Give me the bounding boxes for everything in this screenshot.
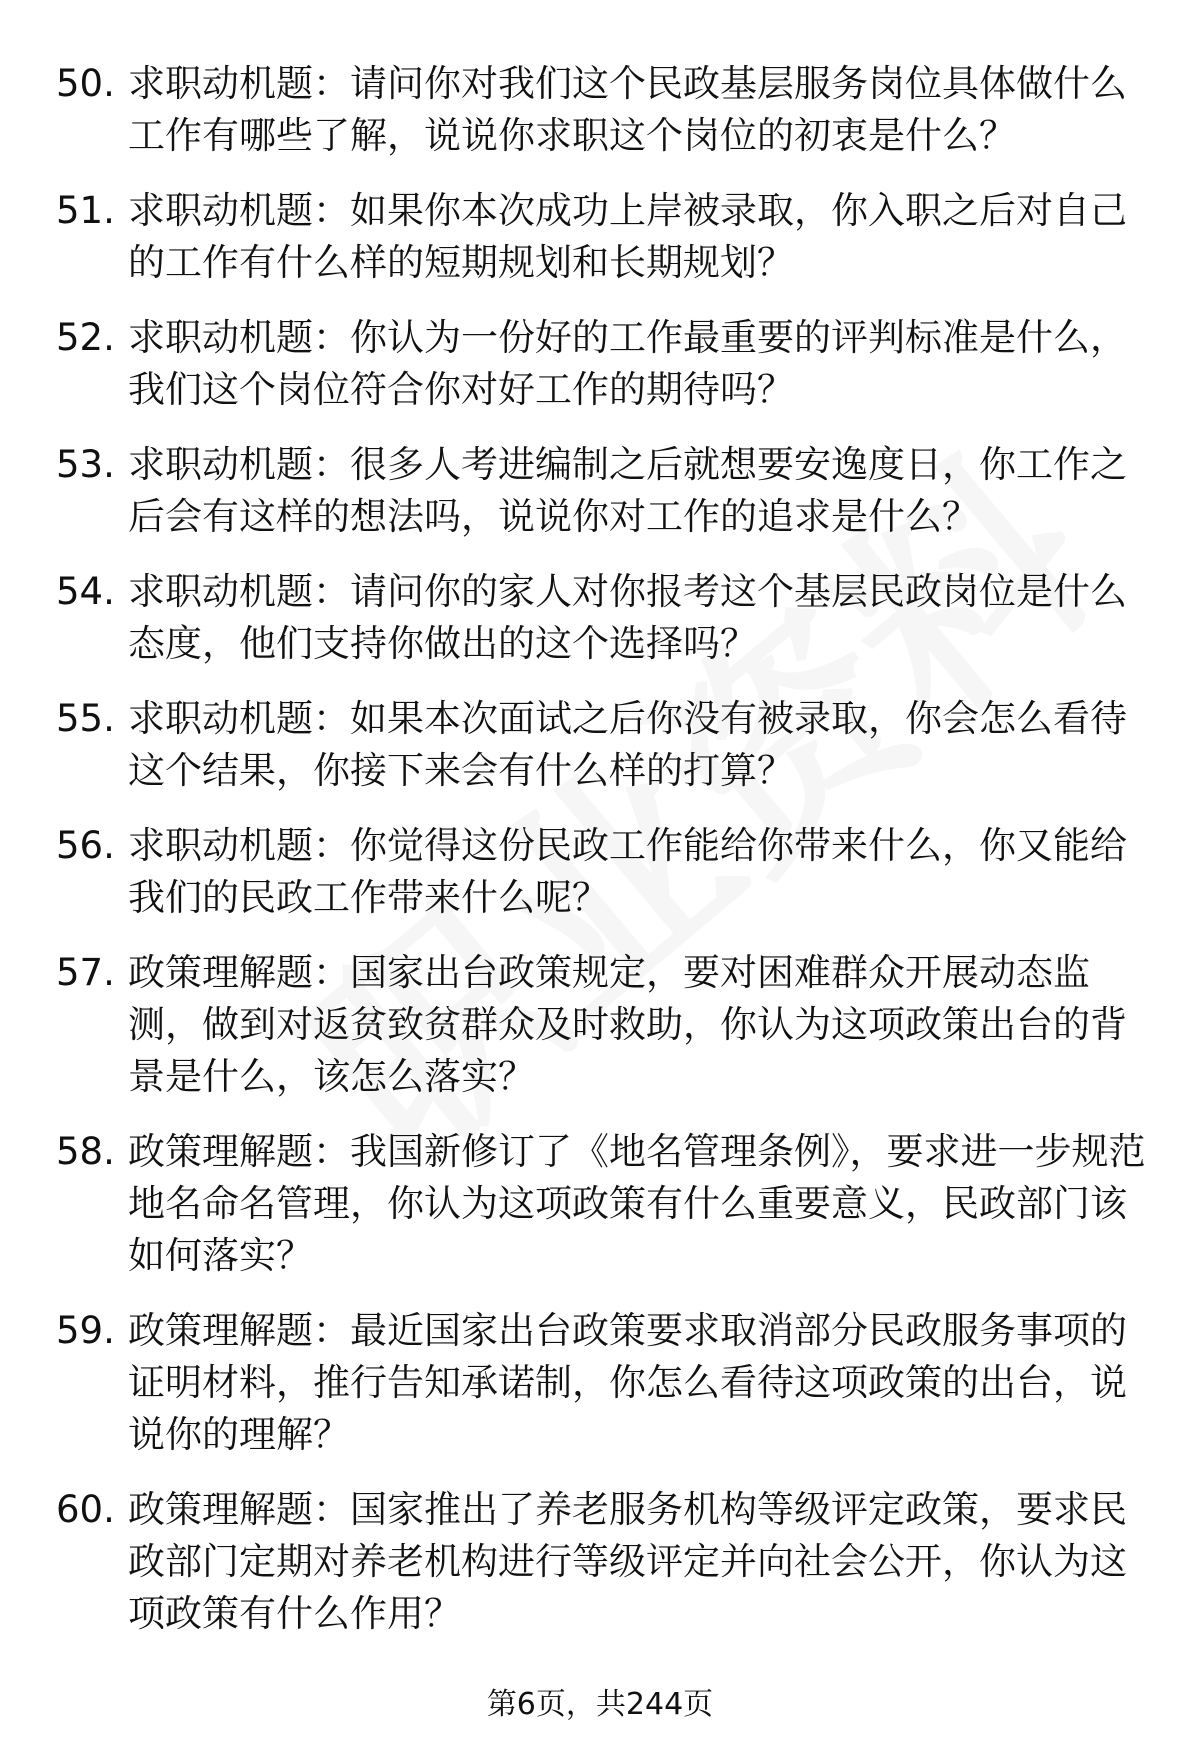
question-item	[56, 1484, 1146, 1640]
question-text: 求职动机题：你认为一份好的工作最重要的评判标准是什么，我们这个岗位符合你对好工作的期待吗？	[128, 316, 1127, 411]
question-item	[56, 58, 1146, 162]
question-text: 求职动机题：很多人考进编制之后就想要安逸度日，你工作之后会有这样的想法吗，说说你对工作的追求是什么？	[128, 443, 1127, 538]
question-text: 政策理解题：我国新修订了《地名管理条例》，要求进一步规范地名命名管理，你认为这项政策有什么重要意义，民政部门该如何落实？	[128, 1130, 1146, 1277]
question-item	[56, 185, 1146, 289]
question-number: 51.	[56, 189, 115, 232]
question-number: 55.	[56, 697, 115, 740]
question-text: 求职动机题：如果本次面试之后你没有被录取，你会怎么看待这个结果，你接下来会有什么样的打算？	[128, 697, 1127, 792]
question-item	[56, 1126, 1146, 1282]
page-footer: 第6页，共244页	[486, 1687, 714, 1722]
question-text: 求职动机题：如果你本次成功上岸被录取，你入职之后对自己的工作有什么样的短期规划和长期规划？	[128, 189, 1127, 284]
question-text: 政策理解题：国家出台政策规定，要对困难群众开展动态监测，做到对返贫致贫群众及时救助，你认为这项政策出台的背景是什么，该怎么落实？	[128, 951, 1127, 1098]
question-item	[56, 1305, 1146, 1461]
question-text: 求职动机题：请问你对我们这个民政基层服务岗位具体做什么工作有哪些了解，说说你求职这个岗位的初衷是什么？	[128, 62, 1127, 157]
question-item	[56, 820, 1146, 924]
question-item	[56, 566, 1146, 670]
question-number: 56.	[56, 824, 115, 867]
question-number: 53.	[56, 443, 115, 486]
question-text: 求职动机题：你觉得这份民政工作能给你带来什么，你又能给我们的民政工作带来什么呢？	[128, 824, 1127, 919]
question-text: 政策理解题：最近国家出台政策要求取消部分民政服务事项的证明材料，推行告知承诺制，你怎么看待这项政策的出台，说说你的理解？	[128, 1309, 1127, 1456]
question-number: 59.	[56, 1309, 115, 1352]
question-number: 52.	[56, 316, 115, 359]
question-number: 50.	[56, 62, 115, 105]
question-text: 政策理解题：国家推出了养老服务机构等级评定政策，要求民政部门定期对养老机构进行等级评定并向社会公开，你认为这项政策有什么作用？	[128, 1488, 1127, 1635]
question-item	[56, 439, 1146, 543]
question-number: 60.	[56, 1488, 115, 1531]
question-number: 58.	[56, 1130, 115, 1173]
question-item	[56, 947, 1146, 1103]
question-list	[56, 58, 1146, 1663]
question-text: 求职动机题：请问你的家人对你报考这个基层民政岗位是什么态度，他们支持你做出的这个选择吗？	[128, 570, 1127, 665]
question-number: 54.	[56, 570, 115, 613]
question-number: 57.	[56, 951, 115, 994]
question-item	[56, 693, 1146, 797]
question-item	[56, 312, 1146, 416]
